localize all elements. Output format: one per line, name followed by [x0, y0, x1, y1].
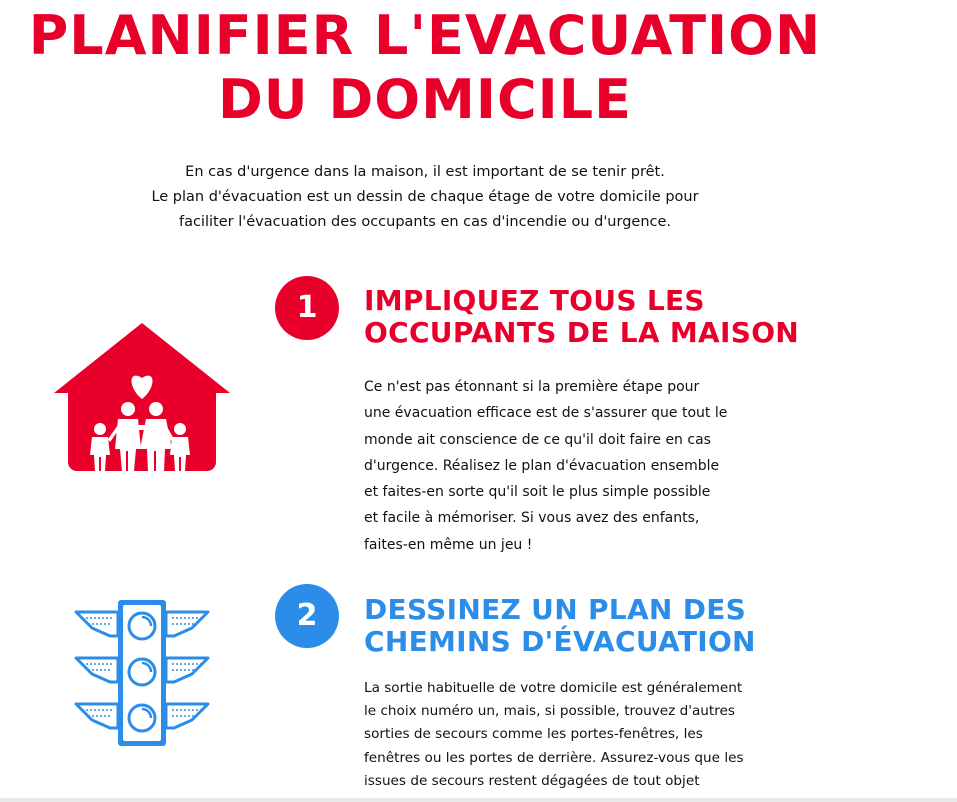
step-heading-line: IMPLIQUEZ TOUS LES [364, 284, 705, 317]
paragraph-line: Ce n'est pas étonnant si la première étape pour [364, 379, 700, 395]
paragraph-line: fenêtres ou les portes de derrière. Assurez-vous que les [364, 749, 744, 766]
bottom-divider [0, 798, 957, 802]
family-house-icon [54, 323, 230, 471]
step-heading-line: CHEMINS D'ÉVACUATION [364, 625, 756, 658]
paragraph-line: d'urgence. Réalisez le plan d'évacuation ensemble [364, 457, 720, 474]
page-title-line2: DU DOMICILE [217, 68, 633, 131]
step-paragraph [364, 677, 764, 793]
step-heading-line: DESSINEZ UN PLAN DES [364, 593, 747, 626]
paragraph-line: monde ait conscience de ce qu'il doit faire en cas [364, 431, 711, 448]
paragraph-line: le choix numéro un, mais, si possible, trouvez d'autres [364, 703, 735, 720]
intro-text [0, 160, 850, 235]
step-number-badge: 1 [275, 276, 339, 340]
step-heading [364, 285, 799, 349]
intro-line: faciliter l'évacuation des occupants en cas d'incendie ou d'urgence. [178, 214, 672, 230]
page-title [0, 4, 850, 132]
paragraph-line: et facile à mémoriser. Si vous avez des enfants, [364, 510, 700, 527]
intro-line: En cas d'urgence dans la maison, il est important de se tenir prêt. [185, 164, 665, 180]
paragraph-line: La sortie habituelle de votre domicile est généralement [364, 680, 743, 696]
step-paragraph [364, 374, 764, 558]
intro-line: Le plan d'évacuation est un dessin de chaque étage de votre domicile pour [151, 189, 699, 205]
paragraph-line: issues de secours restent dégagées de tout objet [364, 772, 700, 789]
traffic-light-icon [74, 598, 210, 748]
paragraph-line: et faites-en sorte qu'il soit le plus simple possible [364, 484, 711, 501]
paragraph-line: faites-en même un jeu ! [364, 536, 533, 553]
step-heading-line: OCCUPANTS DE LA MAISON [364, 316, 800, 349]
page-title-line1: PLANIFIER L'EVACUATION [28, 4, 822, 67]
step-number-badge: 2 [275, 584, 339, 648]
step-heading [364, 594, 756, 658]
paragraph-line: sorties de secours comme les portes-fenêtres, les [364, 726, 703, 743]
paragraph-line: une évacuation efficace est de s'assurer que tout le [364, 405, 728, 422]
